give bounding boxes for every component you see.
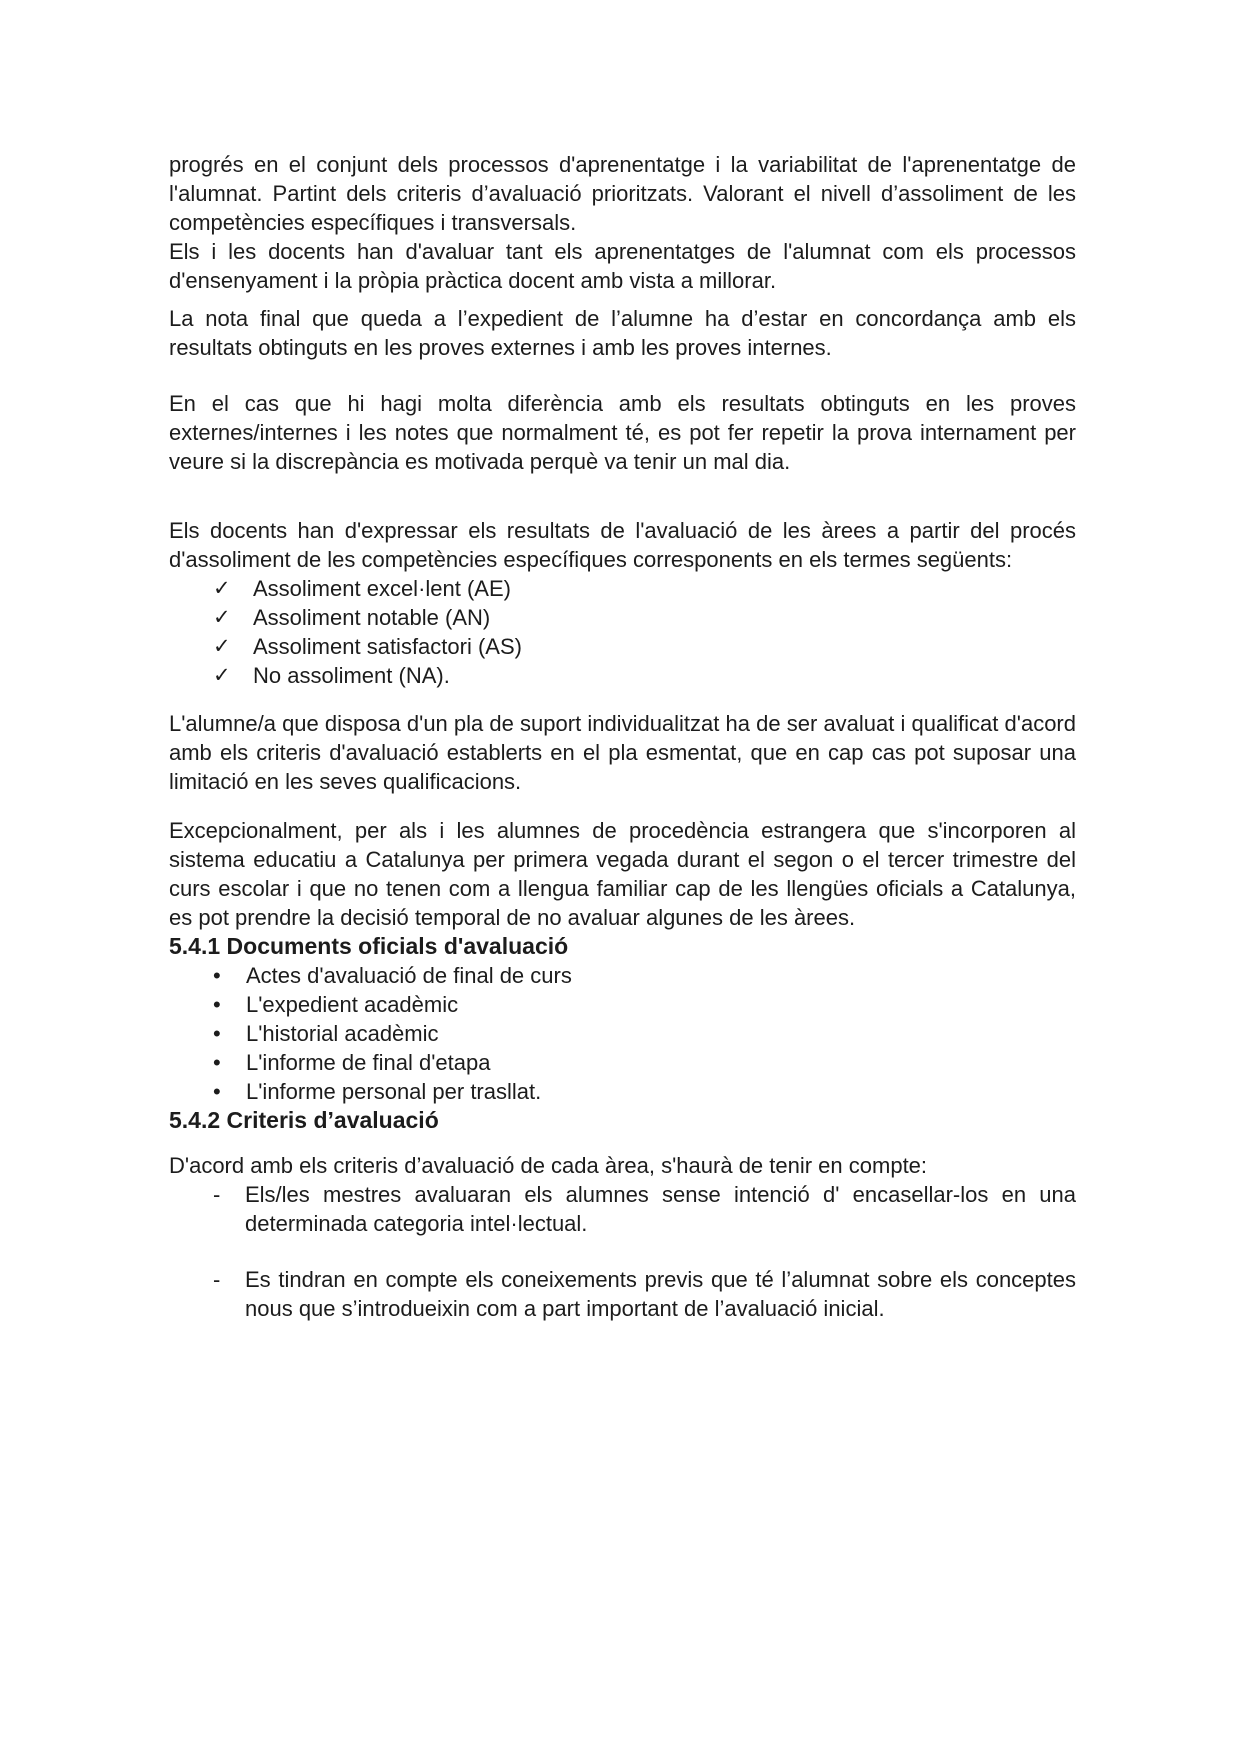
check-list-item [169, 574, 1076, 603]
dash-item-label: Els/les mestres avaluaran els alumnes sense intenció d' encasellar-los en una determinada categoria intel·lectual. [245, 1182, 1076, 1236]
dash-list-item [169, 1180, 1076, 1238]
check-item-label: Assoliment notable (AN) [253, 605, 491, 630]
paragraph-expressar-resultats: Els docents han d'expressar els resultats de l'avaluació de les àrees a partir del procés d'assoliment de les competències específiques corresponents en els termes següents: [169, 518, 1076, 572]
bullet-list-item [169, 1077, 1076, 1106]
paragraph-nota-final: La nota final que queda a l’expedient de l’alumne ha d’estar en concordança amb els resultats obtinguts en les proves externes i amb les proves internes. [169, 306, 1076, 360]
bullet-icon: • [213, 963, 221, 988]
documents-bullet-list [169, 961, 1076, 1106]
heading-5-4-1: 5.4.1 Documents oficials d'avaluació [169, 933, 569, 959]
bullet-icon: • [213, 1050, 221, 1075]
dash-list-item [169, 1265, 1076, 1323]
bullet-list-item [169, 1019, 1076, 1048]
check-item-label: No assoliment (NA). [253, 663, 450, 688]
bullet-list-item [169, 961, 1076, 990]
dash-icon: - [213, 1182, 221, 1207]
assoliment-check-list [169, 574, 1076, 690]
bullet-list-item [169, 1048, 1076, 1077]
bullet-item-label: Actes d'avaluació de final de curs [246, 963, 572, 988]
checkmark-icon: ✓ [213, 664, 231, 687]
dash-item-label: Es tindran en compte els coneixements previs que té l’alumnat sobre els conceptes nous que s’introdueixin com a part important de l’avaluació inicial. [245, 1267, 1076, 1321]
paragraph-excepcionalment: Excepcionalment, per als i les alumnes de procedència estrangera que s'incorporen al sistema educatiu a Catalunya per primera vegada durant el segon o el tercer trimestre del curs escolar i que no tenen com a llengua familiar cap de les llengües oficials a Catalunya, es pot prendre la decisió temporal de no avaluar algunes de les àrees. [169, 818, 1076, 930]
paragraph-dacord-criteris: D'acord amb els criteris d’avaluació de cada àrea, s'haurà de tenir en compte: [169, 1153, 928, 1178]
check-list-item [169, 632, 1076, 661]
bullet-icon: • [213, 1021, 221, 1046]
dash-icon: - [213, 1267, 221, 1292]
bullet-icon: • [213, 1079, 221, 1104]
paragraph-diferencia-proves: En el cas que hi hagi molta diferència amb els resultats obtinguts en les proves externes/internes i les notes que normalment té, es pot fer repetir la prova internament per veure si la discrepància es motivada perquè va tenir un mal dia. [169, 391, 1076, 474]
bullet-item-label: L'expedient acadèmic [246, 992, 459, 1017]
bullet-item-label: L'informe personal per trasllat. [246, 1079, 542, 1104]
bullet-list-item [169, 990, 1076, 1019]
bullet-item-label: L'historial acadèmic [246, 1021, 439, 1046]
check-list-item [169, 661, 1076, 690]
checkmark-icon: ✓ [213, 606, 231, 629]
check-item-label: Assoliment excel·lent (AE) [253, 576, 511, 601]
bullet-item-label: L'informe de final d'etapa [246, 1050, 491, 1075]
paragraph-progres-aprenentatge: progrés en el conjunt dels processos d'aprenentatge i la variabilitat de l'aprenentatge de l'alumnat. Partint dels criteris d’avaluació prioritzats. Valorant el nivell d’assoliment de les competències específiques i transversals. [169, 152, 1076, 235]
heading-5-4-2: 5.4.2 Criteris d’avaluació [169, 1107, 439, 1133]
paragraph-pla-suport: L'alumne/a que disposa d'un pla de suport individualitzat ha de ser avaluat i qualificat d'acord amb els criteris d'avaluació establerts en el pla esmentat, que en cap cas pot suposar una limitació en les seves qualificacions. [169, 711, 1076, 794]
criteris-dash-list [169, 1180, 1076, 1323]
checkmark-icon: ✓ [213, 635, 231, 658]
paragraph-docents-avaluar: Els i les docents han d'avaluar tant els aprenentatges de l'alumnat com els processos d'ensenyament i la pròpia pràctica docent amb vista a millorar. [169, 239, 1076, 293]
check-list-item [169, 603, 1076, 632]
bullet-icon: • [213, 992, 221, 1017]
check-item-label: Assoliment satisfactori (AS) [253, 634, 522, 659]
checkmark-icon: ✓ [213, 577, 231, 600]
